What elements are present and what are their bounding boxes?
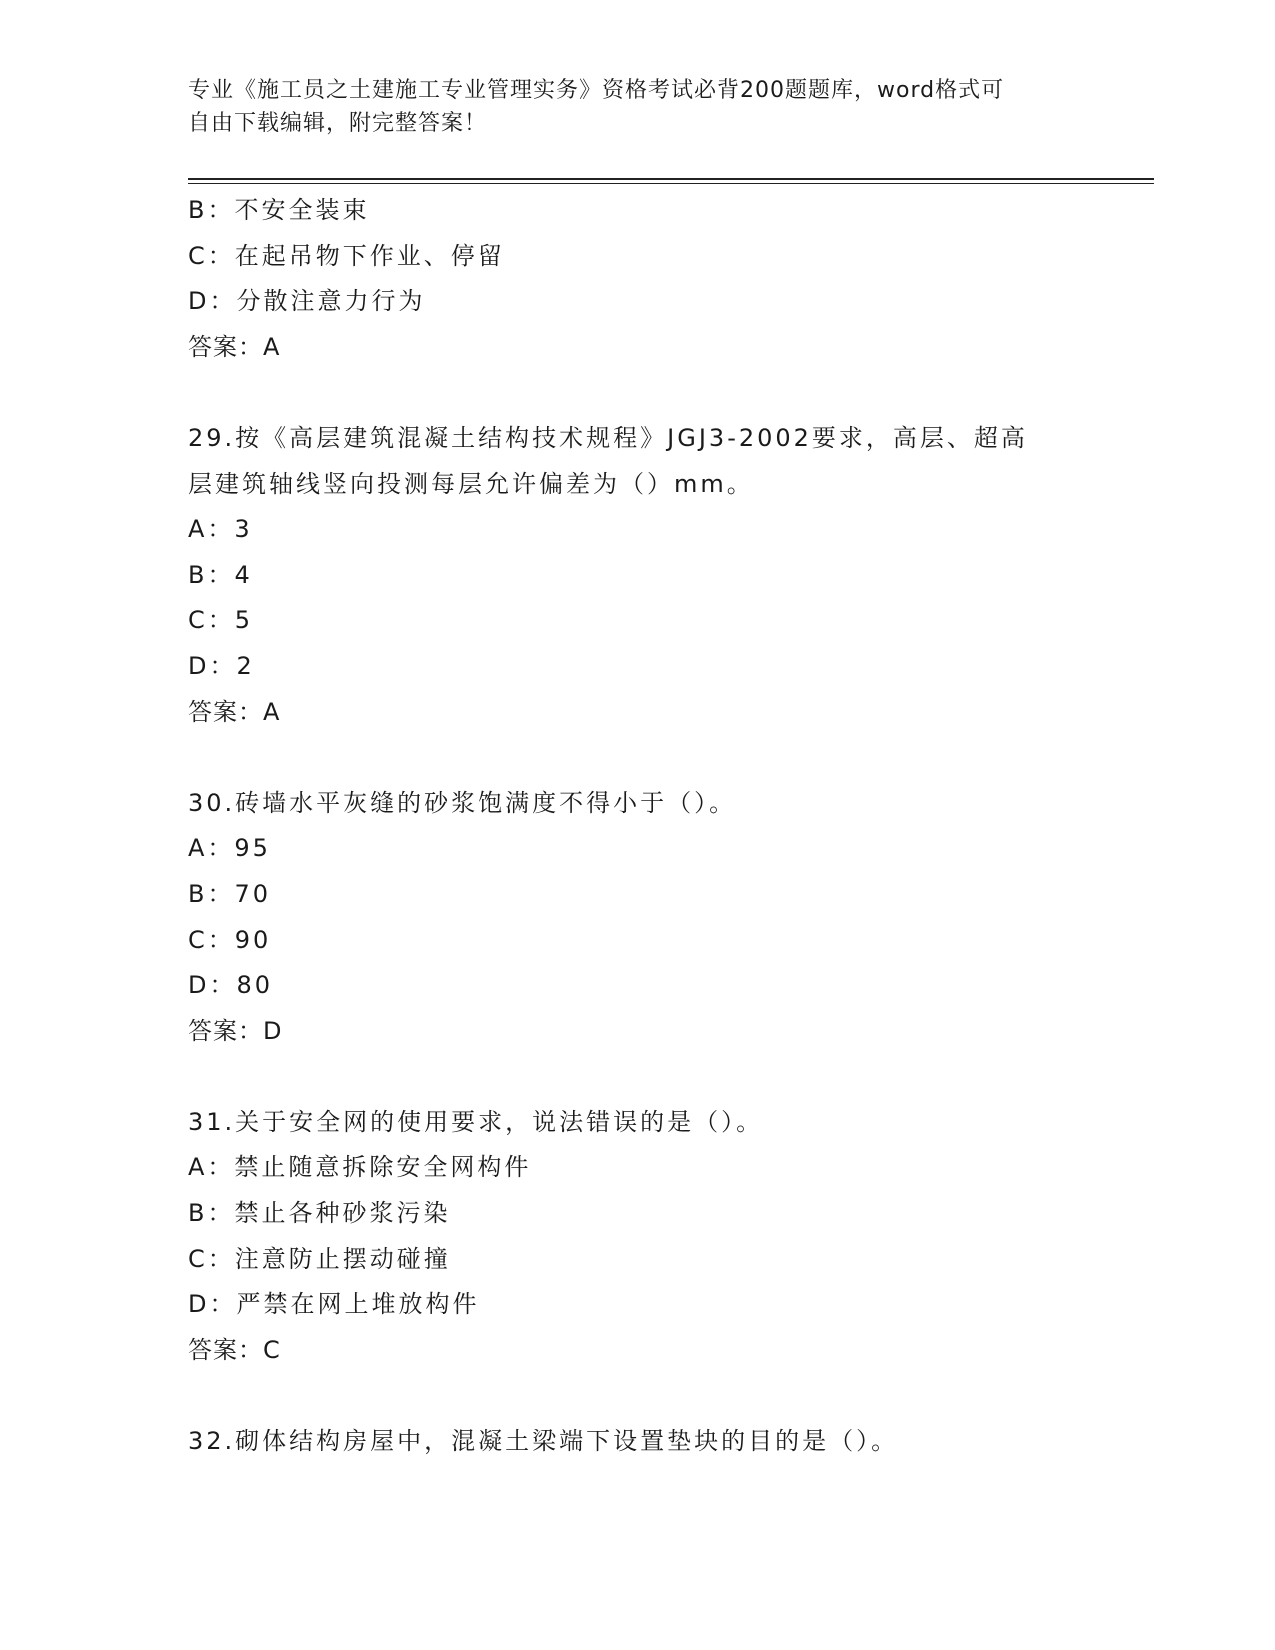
- question-text-line-1: 32.砌体结构房屋中，混凝土梁端下设置垫块的目的是（）。: [188, 1427, 899, 1456]
- option-b: B：4: [188, 560, 253, 589]
- spacer: [188, 1054, 1088, 1100]
- question-text-line-1: 31.关于安全网的使用要求，说法错误的是（）。: [188, 1107, 764, 1136]
- option-c: C：在起吊物下作业、停留: [188, 241, 505, 270]
- question-block-31: [188, 1100, 1088, 1374]
- question-block-30: [188, 781, 1088, 1055]
- answer-line: 答案：A: [188, 332, 281, 361]
- header-title-line-2: 自由下载编辑，附完整答案！: [188, 111, 488, 136]
- option-b: B：不安全装束: [188, 196, 370, 224]
- answer-line: 答案：A: [188, 697, 281, 726]
- document-header: [188, 74, 1068, 140]
- option-a: A：3: [188, 515, 253, 544]
- option-b: B：70: [188, 879, 272, 908]
- option-a: A：禁止随意拆除安全网构件: [188, 1153, 532, 1182]
- header-divider: [188, 178, 1154, 180]
- question-list: [188, 188, 1088, 1465]
- option-c: C：注意防止摆动碰撞: [188, 1244, 451, 1273]
- answer-line: 答案：D: [188, 1016, 283, 1045]
- question-text-line-2: 层建筑轴线竖向投测每层允许偏差为（）mm。: [188, 469, 754, 498]
- option-c: C：90: [188, 925, 272, 954]
- question-text-line-1: 30.砖墙水平灰缝的砂浆饱满度不得小于（）。: [188, 788, 737, 817]
- answer-line: 答案：C: [188, 1335, 281, 1364]
- option-d: D：严禁在网上堆放构件: [188, 1290, 480, 1319]
- question-block-29: [188, 416, 1088, 735]
- spacer: [188, 735, 1088, 781]
- spacer: [188, 1373, 1088, 1419]
- option-d: D：分散注意力行为: [188, 287, 426, 316]
- option-d: D：80: [188, 971, 274, 1000]
- option-b: B：禁止各种砂浆污染: [188, 1199, 451, 1228]
- option-c: C：5: [188, 606, 254, 635]
- header-divider-thin: [188, 183, 1154, 184]
- question-block-28: [188, 188, 1088, 370]
- question-block-32: [188, 1419, 1088, 1465]
- question-text-line-1: 29.按《高层建筑混凝土结构技术规程》JGJ3-2002要求，高层、超高: [188, 423, 1028, 452]
- spacer: [188, 370, 1088, 416]
- option-d: D：2: [188, 651, 255, 680]
- header-title-line-1: 专业《施工员之土建施工专业管理实务》资格考试必背200题题库，word格式可: [188, 78, 1005, 103]
- option-a: A：95: [188, 834, 271, 863]
